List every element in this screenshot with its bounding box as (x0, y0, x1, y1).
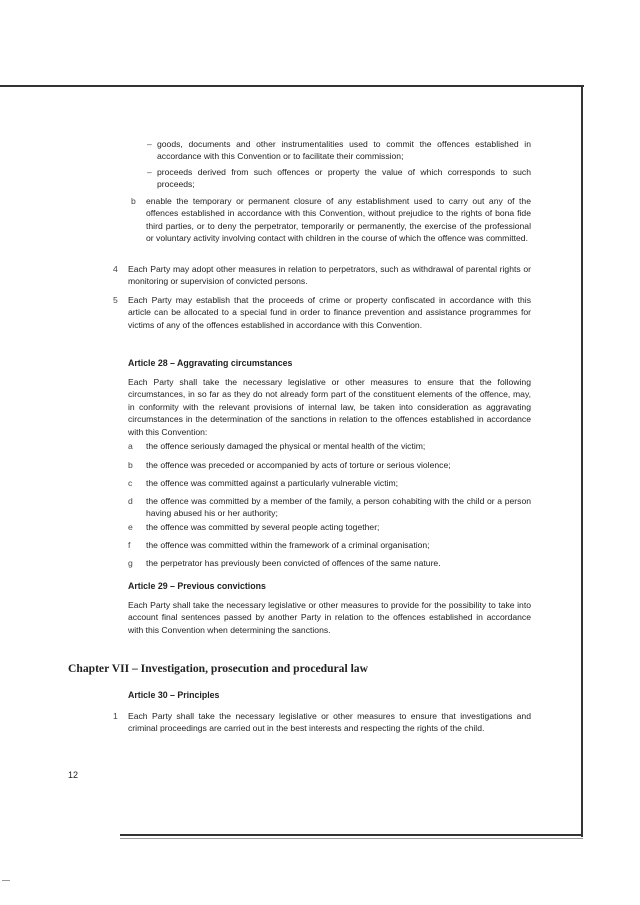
top-rule (0, 85, 584, 87)
article-30-title: Article 30 – Principles (128, 690, 220, 700)
para-4-number: 4 (113, 264, 118, 274)
article-28-item-text: the perpetrator has previously been convicted of offences of the same nature. (146, 558, 441, 568)
chapter-title: Chapter VII – Investigation, prosecution and procedural law (68, 662, 368, 675)
para-4-text: Each Party may adopt other measures in relation to perpetrators, such as withdrawal of parental rights or monitoring or supervision of convicted persons. (128, 264, 531, 287)
scan-edge-mark (2, 880, 10, 881)
bottom-rule (120, 834, 583, 836)
article-29-title: Article 29 – Previous convictions (128, 581, 266, 591)
bullet-proceeds: proceeds derived from such offences or property the value of which corresponds to such proceeds; (157, 167, 531, 190)
article-28-item-text: the offence was committed against a particularly vulnerable victim; (146, 478, 399, 488)
article-28-item-text: the offence seriously damaged the physical or mental health of the victim; (146, 441, 426, 451)
bullet-goods: goods, documents and other instrumentalities used to commit the offences established in accordance with this Convention or to facilitate their commission; (157, 139, 531, 162)
bullet-marker: – (147, 167, 152, 177)
article-28-item-text: the offence was committed within the framework of a criminal organisation; (146, 540, 430, 550)
article-28-item-marker: a (128, 441, 133, 451)
article-28-item-text: the offence was committed by a member of the family, a person cohabiting with the child or a person having abused his or her authority; (146, 496, 531, 519)
page-number: 12 (68, 770, 79, 780)
bottom-rule-shadow (120, 838, 583, 839)
article-29-text: Each Party shall take the necessary legislative or other measures to provide for the possibility to take into account final sentences passed by another Party in relation to the offences established in accordance with this Convention when determining the sanctions. (128, 600, 531, 635)
right-rule (581, 85, 583, 837)
para-5-number: 5 (113, 295, 118, 305)
article-28-title: Article 28 – Aggravating circumstances (128, 358, 293, 368)
article-30-para-1-number: 1 (113, 711, 118, 721)
article-28-intro: Each Party shall take the necessary legislative or other measures to ensure that the following circumstances, in so far as they do not already form part of the constituent elements of the offence, may, in conformity with the relevant provisions of internal law, be taken into consideration as aggravating circumstances in the determination of the sanctions in relation to the offences established in accordance with this Convention: (128, 377, 531, 437)
article-28-item-marker: d (128, 496, 133, 506)
article-28-item-marker: b (128, 460, 133, 470)
article-28-item-text: the offence was committed by several people acting together; (146, 522, 380, 532)
article-28-item-marker: f (128, 540, 131, 550)
item-b-text: enable the temporary or permanent closure of any establishment used to carry out any of the offences established in accordance with this Convention, without prejudice to the rights of bona fide third parties, or to deny the perpetrator, temporarily or permanently, the exercise of the professional or voluntary activity involving contact with children in the course of which the offence was committed. (146, 196, 531, 244)
para-5-text: Each Party may establish that the proceeds of crime or property confiscated in accordance with this article can be allocated to a special fund in order to finance prevention and assistance programmes for victims of any of the offences established in accordance with this Convention. (128, 295, 531, 330)
article-28-item-marker: c (128, 478, 133, 488)
article-28-item-marker: e (128, 522, 133, 532)
article-30-para-1-text: Each Party shall take the necessary legislative or other measures to ensure that investigations and criminal proceedings are carried out in the best interests and respecting the rights of the child. (128, 711, 531, 734)
article-28-item-text: the offence was preceded or accompanied by acts of torture or serious violence; (146, 460, 451, 470)
bullet-marker: – (147, 139, 152, 149)
item-b-marker: b (131, 196, 136, 206)
article-28-item-marker: g (128, 558, 133, 568)
